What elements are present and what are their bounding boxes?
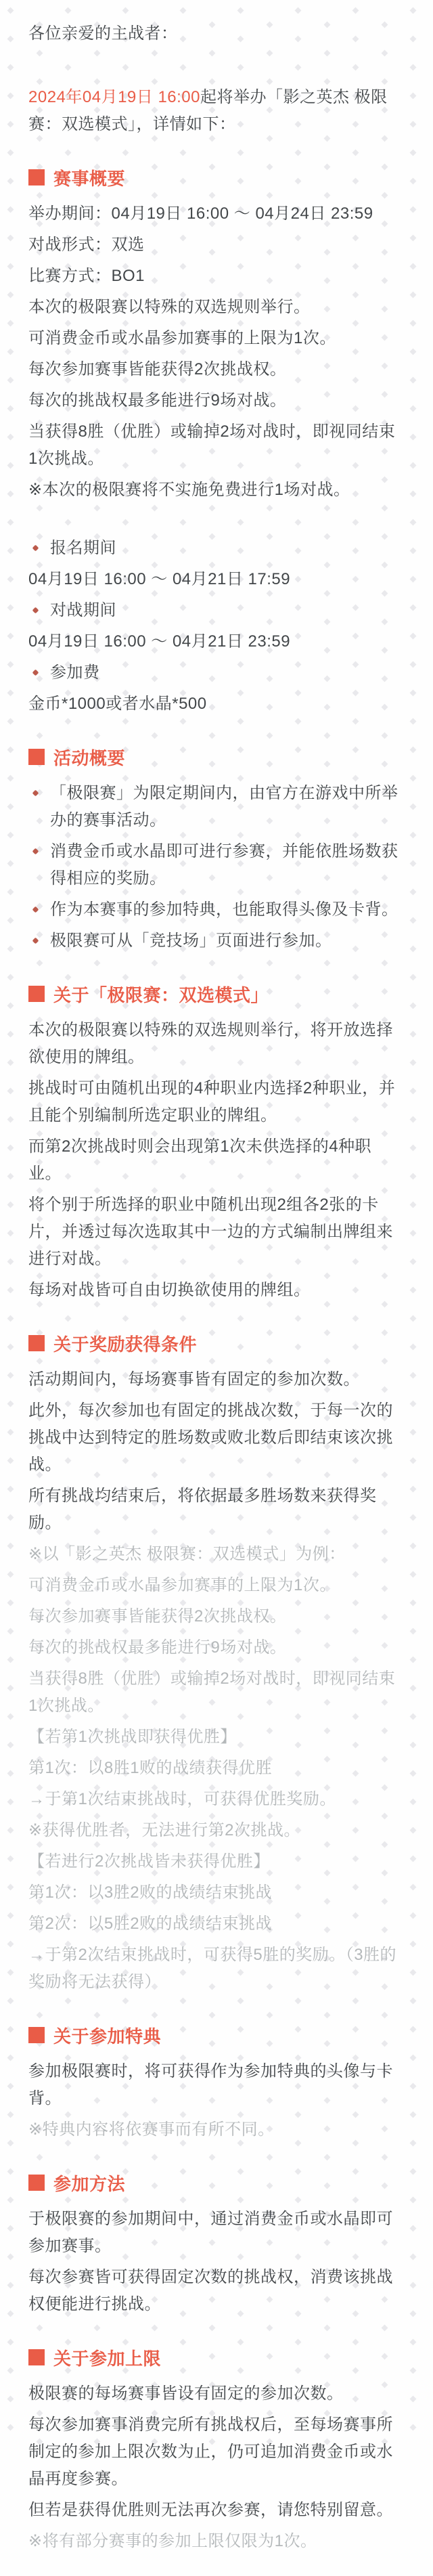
paragraph: 于极限赛的参加期间中，通过消费金币或水晶即可参加赛事。: [28, 2210, 393, 2255]
bullet-item: [28, 780, 405, 834]
section-header: [28, 2345, 405, 2372]
section-title: 关于参加特典: [53, 2026, 162, 2047]
section-marker-icon: [28, 2027, 45, 2043]
bullet-item: [28, 927, 405, 955]
section-marker-icon: [28, 169, 45, 185]
note-text: 【若第1次挑战即获得优胜】: [28, 1728, 237, 1746]
paragraph: 04月19日 16:00 ～ 04月21日 23:59: [28, 632, 291, 651]
paragraph: 每次参加赛事消费完所有挑战权后，至每场赛事所制定的参加上限次数为止，仍可追加消费金币或水晶再度参赛。: [28, 2416, 393, 2488]
section-marker-icon: [28, 749, 45, 765]
paragraph: 金币*1000或者水晶*500: [28, 695, 207, 713]
bullet-icon: [32, 938, 39, 944]
note-text: 可消费金币或水晶参加赛事的上限为1次。: [28, 1576, 336, 1594]
paragraph: 将个别于所选择的职业中随机出现2组各2张的卡片，并透过每次选取其中一边的方式编制出牌组来进行对战。: [28, 1196, 393, 1268]
note-text: 当获得8胜（优胜）或输掉2场对战时，即视同结束1次挑战。: [28, 1669, 396, 1715]
bullet-icon: [32, 545, 39, 552]
bullet-item: [28, 597, 405, 624]
bullet-text: 对战期间: [50, 601, 116, 619]
paragraph: 此外，每次参加也有固定的挑战次数，于每一次的挑战中达到特定的胜场数或败北数后即结束该次挑战。: [28, 1401, 393, 1474]
bullet-text: 报名期间: [50, 539, 116, 557]
section-marker-icon: [28, 2175, 45, 2191]
paragraph: 本次的极限赛以特殊的双选规则举行。: [28, 298, 311, 316]
bullet-text: 作为本赛事的参加特典，也能取得头像及卡背。: [50, 900, 398, 919]
section-marker-icon: [28, 986, 45, 1002]
bullet-item: [28, 535, 405, 562]
section-title: 关于奖励获得条件: [53, 1334, 198, 1355]
paragraph: 当获得8胜（优胜）或输掉2场对战时，即视同结束1次挑战。: [28, 422, 396, 468]
note-text: ※获得优胜者，无法进行第2次挑战。: [28, 1821, 300, 1839]
paragraph: 举办期间：04月19日 16:00 ～ 04月24日 23:59: [28, 204, 373, 223]
bullet-icon: [32, 907, 39, 913]
paragraph: [28, 84, 405, 138]
paragraph: 而第2次挑战时则会出现第1次未供选择的4种职业。: [28, 1137, 372, 1183]
note-text: 第1次：以8胜1败的战绩获得优胜: [28, 1759, 273, 1777]
paragraph: 每场对战皆可自由切换欲使用的牌组。: [28, 1281, 311, 1299]
note-text: →于第2次结束挑战时，可获得5胜的奖励。（3胜的奖励将无法获得）: [28, 1946, 397, 1991]
spacer: [28, 508, 405, 535]
bullet-icon: [32, 607, 39, 614]
section-title: 关于「极限赛：双选模式」: [53, 985, 269, 1005]
paragraph: 所有挑战均结束后，将依据最多胜场数来获得奖励。: [28, 1487, 377, 1532]
paragraph: 参加极限赛时，将可获得作为参加特典的头像与卡背。: [28, 2062, 393, 2108]
bullet-item: [28, 659, 405, 686]
note-text: 第1次：以3胜2败的战绩结束挑战: [28, 1883, 273, 1902]
section-title: 活动概要: [53, 748, 126, 768]
section-header: [28, 2023, 405, 2050]
note-text: 每次的挑战权最多能进行9场对战。: [28, 1638, 287, 1657]
paragraph: ※本次的极限赛将不实施免费进行1场对战。: [28, 481, 350, 499]
section-header: [28, 2170, 405, 2198]
paragraph: 挑战时可由随机出现的4种职业内选择2种职业，并且能个别编制所选定职业的牌组。: [28, 1079, 396, 1125]
bullet-text: 「极限赛」为限定期间内，由官方在游戏中所举办的赛事活动。: [50, 784, 398, 829]
section-title: 参加方法: [53, 2174, 126, 2194]
note-text: →于第1次结束挑战时，可获得优胜奖励。: [28, 1790, 336, 1808]
paragraph: 每次的挑战权最多能进行9场对战。: [28, 391, 287, 410]
bullet-text: 极限赛可从「竞技场」页面进行参加。: [50, 932, 332, 950]
paragraph-text: 起将举办「影之英杰 极限赛：双选模式」，详情如下：: [28, 88, 388, 133]
bullet-icon: [32, 848, 39, 855]
bullet-icon: [32, 790, 39, 797]
section-header: [28, 165, 405, 192]
note-text: ※特典内容将依赛事而有所不同。: [28, 2120, 275, 2139]
note-text: 【若进行2次挑战皆未获得优胜】: [28, 1852, 270, 1871]
paragraph: 可消费金币或水晶参加赛事的上限为1次。: [28, 329, 336, 347]
note-text: ※以「影之英杰 极限赛：双选模式」为例：: [28, 1545, 346, 1563]
bullet-icon: [32, 670, 39, 676]
bullet-text: 参加费: [50, 663, 100, 682]
paragraph: 对战形式：双选: [28, 236, 145, 254]
section-header: [28, 745, 405, 772]
spacer: [28, 51, 405, 84]
paragraph: 每次参加赛事皆能获得2次挑战权。: [28, 360, 287, 378]
paragraph: 活动期间内，每场赛事皆有固定的参加次数。: [28, 1370, 360, 1389]
paragraph: 每次参赛皆可获得固定次数的挑战权，消费该挑战权便能进行挑战。: [28, 2268, 393, 2313]
note-text: 第2次：以5胜2败的战绩结束挑战: [28, 1915, 273, 1933]
note-text: ※将有部分赛事的参加上限仅限为1次。: [28, 2532, 317, 2550]
paragraph: 各位亲爱的主战者：: [28, 24, 178, 43]
paragraph: 04月19日 16:00 ～ 04月21日 17:59: [28, 570, 291, 588]
section-title: 赛事概要: [53, 169, 126, 189]
paragraph: 极限赛的每场赛事皆设有固定的参加次数。: [28, 2384, 344, 2403]
section-marker-icon: [28, 2349, 45, 2365]
note-text: 每次参加赛事皆能获得2次挑战权。: [28, 1607, 287, 1625]
bullet-item: [28, 896, 405, 923]
paragraph: 本次的极限赛以特殊的双选规则举行，将开放选择欲使用的牌组。: [28, 1021, 393, 1066]
bullet-item: [28, 838, 405, 892]
section-header: [28, 1331, 405, 1358]
highlighted-date-text: 2024年04月19日 16:00: [28, 88, 201, 106]
section-marker-icon: [28, 1335, 45, 1351]
section-title: 关于参加上限: [53, 2349, 162, 2369]
paragraph: 比赛方式：BO1: [28, 267, 145, 285]
bullet-text: 消费金币或水晶即可进行参赛，并能依胜场数获得相应的奖励。: [50, 842, 398, 888]
paragraph: 但若是获得优胜则无法再次参赛，请您特别留意。: [28, 2501, 393, 2519]
section-header: [28, 982, 405, 1009]
